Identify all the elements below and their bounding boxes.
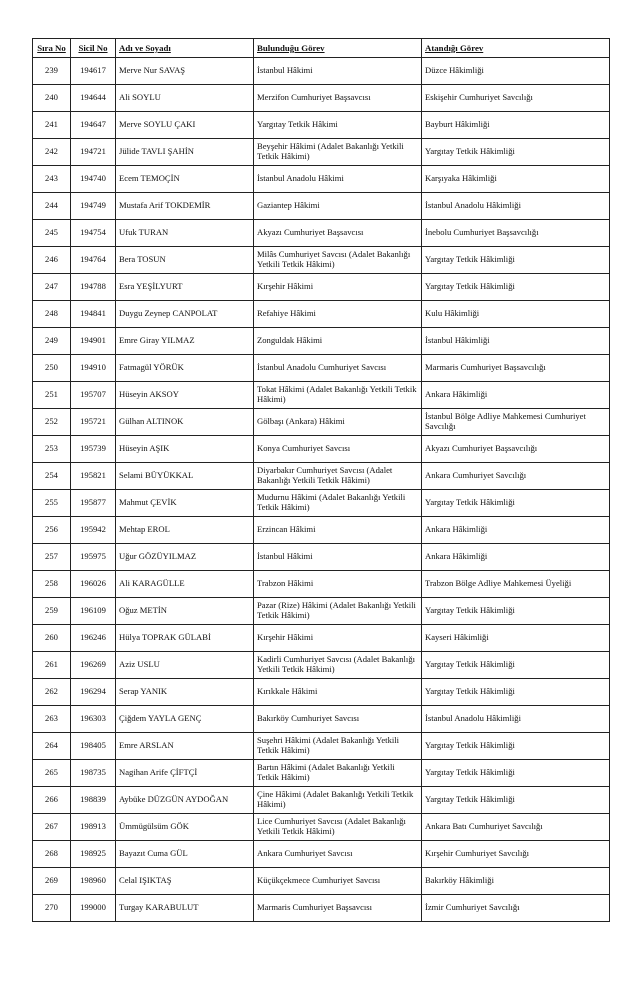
table-row	[33, 382, 610, 409]
cell-sicil-no: 195739	[71, 436, 116, 463]
cell-bulundugu-gorev: Refahiye Hâkimi	[254, 301, 422, 328]
cell-atandigi-gorev: Kulu Hâkimliği	[422, 301, 610, 328]
cell-ad-soyad: Çiğdem YAYLA GENÇ	[116, 706, 254, 733]
table-row	[33, 760, 610, 787]
cell-ad-soyad: Fatmagül YÖRÜK	[116, 355, 254, 382]
table-header-row	[33, 39, 610, 58]
cell-atandigi-gorev: Bakırköy Hâkimliği	[422, 868, 610, 895]
cell-bulundugu-gorev: Küçükçekmece Cumhuriyet Savcısı	[254, 868, 422, 895]
cell-sira-no: 240	[33, 85, 71, 112]
cell-bulundugu-gorev: Beyşehir Hâkimi (Adalet Bakanlığı Yetkili Tetkik Hâkimi)	[254, 139, 422, 166]
cell-sicil-no: 198925	[71, 841, 116, 868]
table-row	[33, 328, 610, 355]
cell-bulundugu-gorev: Tokat Hâkimi (Adalet Bakanlığı Yetkili Tetkik Hâkimi)	[254, 382, 422, 409]
table-row	[33, 598, 610, 625]
header-ad-soyad: Adı ve Soyadı	[116, 39, 254, 58]
cell-atandigi-gorev: Yargıtay Tetkik Hâkimliği	[422, 490, 610, 517]
cell-ad-soyad: Serap YANIK	[116, 679, 254, 706]
table-row	[33, 625, 610, 652]
cell-atandigi-gorev: Akyazı Cumhuriyet Başsavcılığı	[422, 436, 610, 463]
cell-atandigi-gorev: İstanbul Bölge Adliye Mahkemesi Cumhuriyet Savcılığı	[422, 409, 610, 436]
cell-bulundugu-gorev: İstanbul Anadolu Hâkimi	[254, 166, 422, 193]
appointment-list-document	[32, 38, 610, 922]
cell-atandigi-gorev: İstanbul Anadolu Hâkimliği	[422, 706, 610, 733]
cell-sira-no: 251	[33, 382, 71, 409]
table-row	[33, 463, 610, 490]
cell-bulundugu-gorev: Bartın Hâkimi (Adalet Bakanlığı Yetkili Tetkik Hâkimi)	[254, 760, 422, 787]
table-row	[33, 58, 610, 85]
cell-atandigi-gorev: Eskişehir Cumhuriyet Savcılığı	[422, 85, 610, 112]
cell-sicil-no: 196303	[71, 706, 116, 733]
cell-sicil-no: 194749	[71, 193, 116, 220]
cell-bulundugu-gorev: Konya Cumhuriyet Savcısı	[254, 436, 422, 463]
cell-sicil-no: 198839	[71, 787, 116, 814]
cell-atandigi-gorev: Trabzon Bölge Adliye Mahkemesi Üyeliği	[422, 571, 610, 598]
cell-sicil-no: 194764	[71, 247, 116, 274]
cell-sicil-no: 194721	[71, 139, 116, 166]
cell-ad-soyad: Ali KARAGÜLLE	[116, 571, 254, 598]
table-row	[33, 355, 610, 382]
cell-sira-no: 265	[33, 760, 71, 787]
cell-atandigi-gorev: Kayseri Hâkimliği	[422, 625, 610, 652]
cell-bulundugu-gorev: İstanbul Anadolu Cumhuriyet Savcısı	[254, 355, 422, 382]
cell-bulundugu-gorev: Milâs Cumhuriyet Savcısı (Adalet Bakanlığı Yetkili Tetkik Hâkimi)	[254, 247, 422, 274]
cell-sira-no: 262	[33, 679, 71, 706]
cell-sira-no: 263	[33, 706, 71, 733]
table-row	[33, 895, 610, 922]
cell-bulundugu-gorev: Lice Cumhuriyet Savcısı (Adalet Bakanlığı Yetkili Tetkik Hâkimi)	[254, 814, 422, 841]
table-row	[33, 436, 610, 463]
cell-sira-no: 264	[33, 733, 71, 760]
cell-bulundugu-gorev: Bakırköy Cumhuriyet Savcısı	[254, 706, 422, 733]
appointment-table	[32, 38, 610, 922]
cell-sira-no: 256	[33, 517, 71, 544]
cell-atandigi-gorev: Yargıtay Tetkik Hâkimliği	[422, 652, 610, 679]
cell-bulundugu-gorev: Kırşehir Hâkimi	[254, 625, 422, 652]
cell-bulundugu-gorev: Trabzon Hâkimi	[254, 571, 422, 598]
cell-atandigi-gorev: İstanbul Hâkimliği	[422, 328, 610, 355]
table-row	[33, 733, 610, 760]
cell-ad-soyad: Gülhan ALTINOK	[116, 409, 254, 436]
cell-sicil-no: 199000	[71, 895, 116, 922]
header-bulundugu-gorev: Bulunduğu Görev	[254, 39, 422, 58]
cell-atandigi-gorev: Yargıtay Tetkik Hâkimliği	[422, 733, 610, 760]
cell-ad-soyad: Ümmügülsüm GÖK	[116, 814, 254, 841]
cell-bulundugu-gorev: Diyarbakır Cumhuriyet Savcısı (Adalet Bakanlığı Yetkili Tetkik Hâkimi)	[254, 463, 422, 490]
cell-atandigi-gorev: Düzce Hâkimliği	[422, 58, 610, 85]
cell-sicil-no: 196269	[71, 652, 116, 679]
cell-sira-no: 250	[33, 355, 71, 382]
cell-ad-soyad: Hülya TOPRAK GÜLABİ	[116, 625, 254, 652]
cell-atandigi-gorev: Ankara Batı Cumhuriyet Savcılığı	[422, 814, 610, 841]
cell-sicil-no: 194740	[71, 166, 116, 193]
cell-ad-soyad: Oğuz METİN	[116, 598, 254, 625]
cell-sicil-no: 194788	[71, 274, 116, 301]
cell-ad-soyad: Celal IŞIKTAŞ	[116, 868, 254, 895]
cell-sira-no: 258	[33, 571, 71, 598]
cell-sira-no: 261	[33, 652, 71, 679]
cell-ad-soyad: Selami BÜYÜKKAL	[116, 463, 254, 490]
cell-bulundugu-gorev: Ankara Cumhuriyet Savcısı	[254, 841, 422, 868]
cell-ad-soyad: Hüseyin AŞIK	[116, 436, 254, 463]
cell-sira-no: 269	[33, 868, 71, 895]
cell-sira-no: 252	[33, 409, 71, 436]
cell-sicil-no: 196246	[71, 625, 116, 652]
cell-bulundugu-gorev: Marmaris Cumhuriyet Başsavcısı	[254, 895, 422, 922]
table-row	[33, 85, 610, 112]
cell-atandigi-gorev: Bayburt Hâkimliği	[422, 112, 610, 139]
cell-bulundugu-gorev: Gaziantep Hâkimi	[254, 193, 422, 220]
cell-ad-soyad: Mehtap EROL	[116, 517, 254, 544]
header-sira-no: Sıra No	[33, 39, 71, 58]
cell-ad-soyad: Ecem TEMOÇİN	[116, 166, 254, 193]
cell-ad-soyad: Merve Nur SAVAŞ	[116, 58, 254, 85]
table-row	[33, 814, 610, 841]
cell-sicil-no: 198405	[71, 733, 116, 760]
cell-ad-soyad: Jülide TAVLI ŞAHİN	[116, 139, 254, 166]
table-row	[33, 112, 610, 139]
table-row	[33, 220, 610, 247]
cell-bulundugu-gorev: Kırşehir Hâkimi	[254, 274, 422, 301]
table-row	[33, 193, 610, 220]
cell-sira-no: 248	[33, 301, 71, 328]
cell-atandigi-gorev: Ankara Cumhuriyet Savcılığı	[422, 463, 610, 490]
table-body	[33, 58, 610, 922]
cell-atandigi-gorev: Yargıtay Tetkik Hâkimliği	[422, 787, 610, 814]
table-row	[33, 517, 610, 544]
cell-sira-no: 268	[33, 841, 71, 868]
cell-atandigi-gorev: Marmaris Cumhuriyet Başsavcılığı	[422, 355, 610, 382]
cell-sicil-no: 196026	[71, 571, 116, 598]
cell-sira-no: 266	[33, 787, 71, 814]
cell-atandigi-gorev: İzmir Cumhuriyet Savcılığı	[422, 895, 610, 922]
table-row	[33, 490, 610, 517]
cell-sira-no: 243	[33, 166, 71, 193]
cell-sicil-no: 194617	[71, 58, 116, 85]
cell-sicil-no: 195877	[71, 490, 116, 517]
cell-ad-soyad: Duygu Zeynep CANPOLAT	[116, 301, 254, 328]
cell-bulundugu-gorev: Çine Hâkimi (Adalet Bakanlığı Yetkili Tetkik Hâkimi)	[254, 787, 422, 814]
cell-ad-soyad: Uğur GÖZÜYILMAZ	[116, 544, 254, 571]
cell-atandigi-gorev: Ankara Hâkimliği	[422, 544, 610, 571]
cell-sira-no: 239	[33, 58, 71, 85]
cell-bulundugu-gorev: Erzincan Hâkimi	[254, 517, 422, 544]
cell-atandigi-gorev: Yargıtay Tetkik Hâkimliği	[422, 247, 610, 274]
cell-atandigi-gorev: Yargıtay Tetkik Hâkimliği	[422, 274, 610, 301]
cell-sicil-no: 195707	[71, 382, 116, 409]
cell-atandigi-gorev: Yargıtay Tetkik Hâkimliği	[422, 139, 610, 166]
cell-bulundugu-gorev: Gölbaşı (Ankara) Hâkimi	[254, 409, 422, 436]
cell-bulundugu-gorev: İstanbul Hâkimi	[254, 58, 422, 85]
cell-sira-no: 245	[33, 220, 71, 247]
cell-sira-no: 242	[33, 139, 71, 166]
cell-bulundugu-gorev: Suşehri Hâkimi (Adalet Bakanlığı Yetkili Tetkik Hâkimi)	[254, 733, 422, 760]
cell-ad-soyad: Esra YEŞİLYURT	[116, 274, 254, 301]
table-row	[33, 274, 610, 301]
cell-sira-no: 255	[33, 490, 71, 517]
cell-sira-no: 249	[33, 328, 71, 355]
cell-ad-soyad: Nagihan Arife ÇİFTÇİ	[116, 760, 254, 787]
cell-bulundugu-gorev: Zonguldak Hâkimi	[254, 328, 422, 355]
table-row	[33, 841, 610, 868]
cell-sicil-no: 195821	[71, 463, 116, 490]
cell-sicil-no: 196294	[71, 679, 116, 706]
cell-sira-no: 257	[33, 544, 71, 571]
cell-sicil-no: 198960	[71, 868, 116, 895]
cell-sira-no: 244	[33, 193, 71, 220]
cell-atandigi-gorev: İstanbul Anadolu Hâkimliği	[422, 193, 610, 220]
cell-ad-soyad: Emre ARSLAN	[116, 733, 254, 760]
cell-ad-soyad: Merve SOYLU ÇAKI	[116, 112, 254, 139]
cell-sicil-no: 194910	[71, 355, 116, 382]
cell-bulundugu-gorev: İstanbul Hâkimi	[254, 544, 422, 571]
table-row	[33, 652, 610, 679]
cell-atandigi-gorev: Yargıtay Tetkik Hâkimliği	[422, 760, 610, 787]
cell-ad-soyad: Aziz USLU	[116, 652, 254, 679]
table-row	[33, 247, 610, 274]
cell-sicil-no: 194901	[71, 328, 116, 355]
cell-bulundugu-gorev: Akyazı Cumhuriyet Başsavcısı	[254, 220, 422, 247]
cell-atandigi-gorev: Ankara Hâkimliği	[422, 517, 610, 544]
cell-sira-no: 246	[33, 247, 71, 274]
header-atandigi-gorev: Atandığı Görev	[422, 39, 610, 58]
cell-ad-soyad: Mustafa Arif TOKDEMİR	[116, 193, 254, 220]
cell-bulundugu-gorev: Yargıtay Tetkik Hâkimi	[254, 112, 422, 139]
cell-sicil-no: 194644	[71, 85, 116, 112]
table-row	[33, 679, 610, 706]
cell-sira-no: 267	[33, 814, 71, 841]
cell-ad-soyad: Ali SOYLU	[116, 85, 254, 112]
cell-bulundugu-gorev: Mudurnu Hâkimi (Adalet Bakanlığı Yetkili Tetkik Hâkimi)	[254, 490, 422, 517]
cell-ad-soyad: Bera TOSUN	[116, 247, 254, 274]
cell-sicil-no: 195975	[71, 544, 116, 571]
cell-sicil-no: 198913	[71, 814, 116, 841]
table-row	[33, 571, 610, 598]
cell-sicil-no: 198735	[71, 760, 116, 787]
cell-ad-soyad: Hüseyin AKSOY	[116, 382, 254, 409]
cell-atandigi-gorev: Kırşehir Cumhuriyet Savcılığı	[422, 841, 610, 868]
cell-sicil-no: 194841	[71, 301, 116, 328]
table-row	[33, 706, 610, 733]
cell-sira-no: 241	[33, 112, 71, 139]
cell-sira-no: 253	[33, 436, 71, 463]
cell-atandigi-gorev: Ankara Hâkimliği	[422, 382, 610, 409]
cell-ad-soyad: Bayazıt Cuma GÜL	[116, 841, 254, 868]
cell-sira-no: 260	[33, 625, 71, 652]
cell-bulundugu-gorev: Kadirli Cumhuriyet Savcısı (Adalet Bakanlığı Yetkili Tetkik Hâkimi)	[254, 652, 422, 679]
cell-ad-soyad: Mahmut ÇEVİK	[116, 490, 254, 517]
table-row	[33, 301, 610, 328]
cell-ad-soyad: Ufuk TURAN	[116, 220, 254, 247]
cell-sicil-no: 195942	[71, 517, 116, 544]
table-row	[33, 139, 610, 166]
cell-atandigi-gorev: Karşıyaka Hâkimliği	[422, 166, 610, 193]
cell-sicil-no: 194647	[71, 112, 116, 139]
table-row	[33, 787, 610, 814]
cell-sicil-no: 196109	[71, 598, 116, 625]
cell-sira-no: 247	[33, 274, 71, 301]
cell-bulundugu-gorev: Merzifon Cumhuriyet Başsavcısı	[254, 85, 422, 112]
cell-ad-soyad: Aybüke DÜZGÜN AYDOĞAN	[116, 787, 254, 814]
table-row	[33, 544, 610, 571]
table-row	[33, 409, 610, 436]
cell-sira-no: 254	[33, 463, 71, 490]
cell-atandigi-gorev: Yargıtay Tetkik Hâkimliği	[422, 598, 610, 625]
cell-ad-soyad: Emre Giray YILMAZ	[116, 328, 254, 355]
cell-ad-soyad: Turgay KARABULUT	[116, 895, 254, 922]
cell-bulundugu-gorev: Pazar (Rize) Hâkimi (Adalet Bakanlığı Yetkili Tetkik Hâkimi)	[254, 598, 422, 625]
table-row	[33, 868, 610, 895]
cell-sicil-no: 195721	[71, 409, 116, 436]
cell-atandigi-gorev: İnebolu Cumhuriyet Başsavcılığı	[422, 220, 610, 247]
cell-sicil-no: 194754	[71, 220, 116, 247]
cell-sira-no: 270	[33, 895, 71, 922]
cell-sira-no: 259	[33, 598, 71, 625]
table-row	[33, 166, 610, 193]
cell-atandigi-gorev: Yargıtay Tetkik Hâkimliği	[422, 679, 610, 706]
header-sicil-no: Sicil No	[71, 39, 116, 58]
cell-bulundugu-gorev: Kırıkkale Hâkimi	[254, 679, 422, 706]
